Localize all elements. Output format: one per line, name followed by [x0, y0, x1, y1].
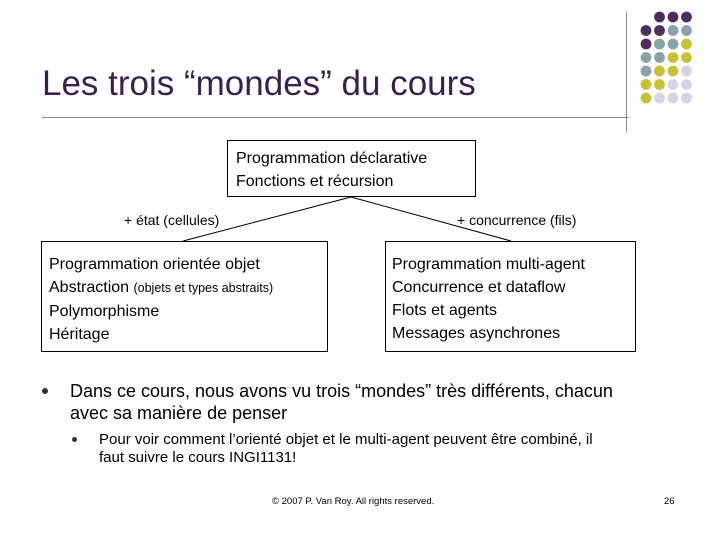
box-declarative	[227, 140, 476, 197]
bullet-main-text: Dans ce cours, nous avons vu trois “mondes” très différents, chacun avec sa manière de penser	[70, 381, 613, 423]
box-ma-title: Programmation multi-agent	[392, 256, 585, 273]
box-oo-inheritance: Héritage	[49, 326, 110, 343]
box-multi-agent	[385, 241, 636, 352]
box-ma-dataflow: Concurrence et dataflow	[392, 279, 566, 296]
box-ma-messages: Messages asynchrones	[392, 325, 561, 342]
slide-title: Les trois “mondes” du cours	[42, 64, 476, 103]
footer-copyright: © 2007 P. Van Roy. All rights reserved.	[272, 496, 435, 507]
bullet-sub-text: Pour voir comment l’orienté objet et le multi-agent peuvent être combiné, il faut suivre le cours INGI1131!	[99, 431, 593, 466]
box-object-oriented	[41, 241, 328, 352]
box-oo-polymorphism: Polymorphisme	[49, 303, 160, 320]
box-oo-abstraction-note: (objets et types abstraits)	[133, 281, 274, 295]
box-oo-abstraction-main: Abstraction	[49, 279, 134, 296]
box-oo-title: Programmation orientée objet	[49, 256, 260, 273]
edge-label-state: + état (cellules)	[124, 212, 220, 228]
page-number: 26	[664, 496, 675, 507]
bullet-dot-icon	[42, 388, 48, 394]
box-oo-abstraction	[49, 276, 327, 300]
box-ma-streams: Flots et agents	[392, 302, 497, 319]
edge-label-concurrency: + concurrence (fils)	[457, 212, 577, 228]
box-declarative-subtitle: Fonctions et récursion	[236, 173, 394, 190]
box-declarative-title: Programmation déclarative	[236, 150, 428, 167]
bullet-dot-icon	[72, 437, 77, 442]
